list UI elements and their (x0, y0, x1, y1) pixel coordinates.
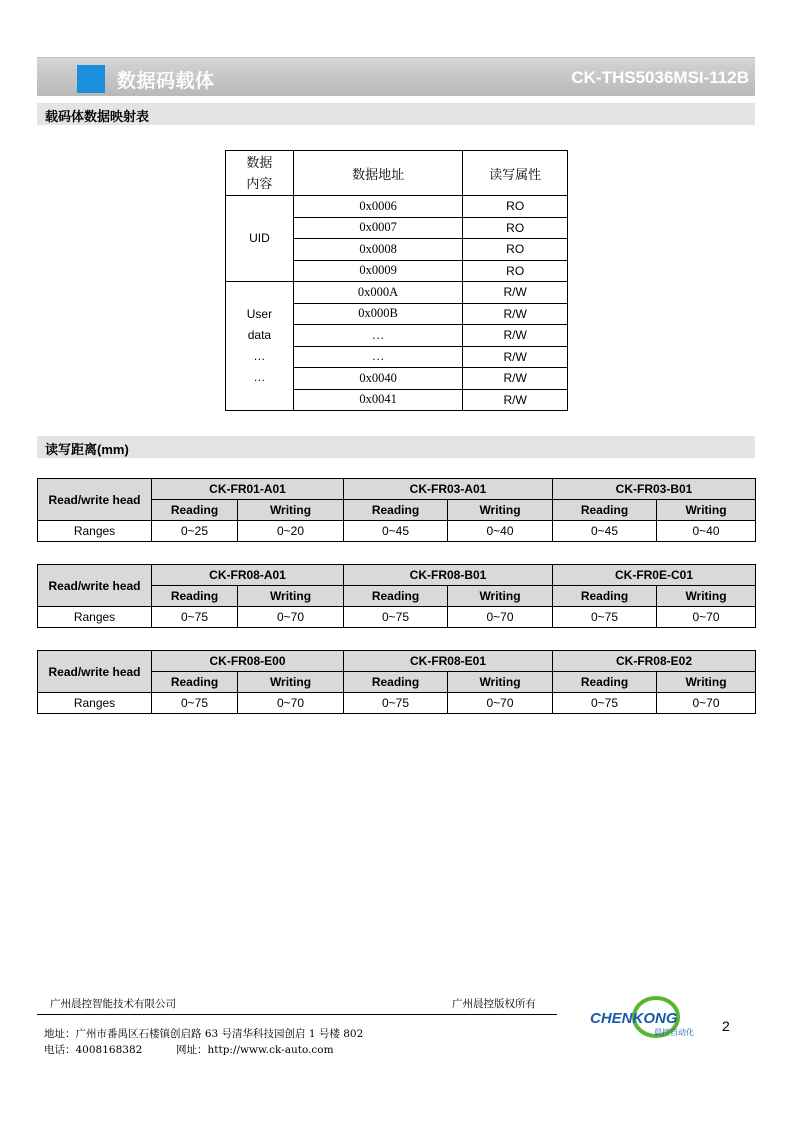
section-bar-mapping (37, 103, 755, 125)
writing-range-value: 0~70 (657, 693, 756, 714)
data-address-cell: 0x0041 (293, 389, 462, 411)
writing-label: Writing (238, 672, 344, 693)
model-name: CK-FR08-B01 (344, 565, 553, 586)
section-bar-ranges (37, 436, 755, 458)
writing-label: Writing (238, 586, 344, 607)
model-name: CK-FR03-B01 (553, 479, 756, 500)
reading-label: Reading (553, 586, 657, 607)
footer-divider (37, 1014, 557, 1015)
data-address-cell: 0x0008 (293, 239, 462, 261)
data-address-cell: … (293, 325, 462, 347)
model-name: CK-FR01-A01 (152, 479, 344, 500)
writing-range-value: 0~40 (448, 521, 553, 542)
range-values-row (38, 693, 756, 714)
writing-label: Writing (657, 500, 756, 521)
ranges-label: Ranges (38, 521, 152, 542)
writing-label: Writing (448, 500, 553, 521)
range-model-row (38, 651, 756, 672)
header-data-content: 数据 内容 (226, 151, 294, 196)
footer-copyright: 广州晨控版权所有 (452, 998, 536, 1010)
data-address-cell: 0x0006 (293, 196, 462, 218)
rw-attribute-cell: R/W (463, 282, 568, 304)
range-table (37, 564, 756, 628)
data-address-cell: 0x0009 (293, 260, 462, 282)
reading-range-value: 0~45 (344, 521, 448, 542)
product-model: CK-THS5036MSI-112B (571, 68, 749, 87)
mapping-table (225, 150, 568, 411)
header-accent-square (77, 65, 105, 93)
footer-website[interactable]: 网址：http://www.ck-auto.com (176, 1044, 334, 1056)
rw-attribute-cell: RO (463, 196, 568, 218)
data-content-group: User data … … (226, 282, 294, 411)
header-bar (37, 57, 755, 96)
footer-company: 广州晨控智能技术有限公司 (50, 998, 176, 1010)
mapping-table-header (226, 151, 568, 196)
ranges-label: Ranges (38, 693, 152, 714)
section-title-ranges: 读写距离(mm) (45, 442, 129, 457)
reading-label: Reading (344, 586, 448, 607)
reading-range-value: 0~45 (553, 521, 657, 542)
data-address-cell: 0x0007 (293, 217, 462, 239)
writing-range-value: 0~20 (238, 521, 344, 542)
writing-range-value: 0~70 (448, 607, 553, 628)
range-table (37, 650, 756, 714)
reading-label: Reading (553, 500, 657, 521)
rw-attribute-cell: R/W (463, 346, 568, 368)
rw-head-label: Read/write head (38, 565, 152, 607)
page-number: 2 (722, 1018, 730, 1034)
writing-range-value: 0~70 (238, 693, 344, 714)
rw-attribute-cell: R/W (463, 368, 568, 390)
rw-attribute-cell: R/W (463, 389, 568, 411)
rw-head-label: Read/write head (38, 651, 152, 693)
logo-text: CHENKONG (590, 1010, 678, 1027)
section-title-mapping: 载码体数据映射表 (45, 109, 150, 124)
writing-range-value: 0~70 (657, 607, 756, 628)
model-name: CK-FR08-E01 (344, 651, 553, 672)
model-name: CK-FR0E-C01 (553, 565, 756, 586)
data-address-cell: … (293, 346, 462, 368)
reading-range-value: 0~75 (344, 607, 448, 628)
reading-range-value: 0~75 (152, 607, 238, 628)
rw-head-label: Read/write head (38, 479, 152, 521)
reading-range-value: 0~75 (553, 693, 657, 714)
reading-label: Reading (553, 672, 657, 693)
range-table (37, 478, 756, 542)
data-content-group: UID (226, 196, 294, 282)
rw-attribute-cell: R/W (463, 303, 568, 325)
reading-range-value: 0~25 (152, 521, 238, 542)
model-name: CK-FR08-E02 (553, 651, 756, 672)
data-address-cell: 0x0040 (293, 368, 462, 390)
reading-label: Reading (152, 500, 238, 521)
footer-phone: 电话：4008168382 (44, 1044, 143, 1056)
model-name: CK-FR08-A01 (152, 565, 344, 586)
reading-label: Reading (344, 500, 448, 521)
reading-range-value: 0~75 (152, 693, 238, 714)
range-values-row (38, 607, 756, 628)
reading-range-value: 0~75 (553, 607, 657, 628)
logo-subtext: 晨控自动化 (654, 1028, 694, 1037)
mapping-table-row (226, 282, 568, 304)
writing-label: Writing (238, 500, 344, 521)
writing-label: Writing (657, 586, 756, 607)
writing-range-value: 0~70 (448, 693, 553, 714)
chenkong-logo (590, 993, 710, 1043)
ranges-label: Ranges (38, 607, 152, 628)
header-rw-attribute: 读写属性 (463, 151, 568, 196)
data-address-cell: 0x000B (293, 303, 462, 325)
mapping-table-row (226, 196, 568, 218)
reading-range-value: 0~75 (344, 693, 448, 714)
rw-attribute-cell: RO (463, 260, 568, 282)
rw-attribute-cell: RO (463, 239, 568, 261)
writing-label: Writing (448, 672, 553, 693)
writing-label: Writing (448, 586, 553, 607)
model-name: CK-FR08-E00 (152, 651, 344, 672)
reading-label: Reading (152, 586, 238, 607)
header-data-address: 数据地址 (293, 151, 462, 196)
page-title: 数据码载体 (117, 71, 215, 92)
rw-attribute-cell: RO (463, 217, 568, 239)
reading-label: Reading (152, 672, 238, 693)
footer-address: 地址：广州市番禺区石楼镇创启路 63 号清华科技园创启 1 号楼 802 (44, 1028, 364, 1040)
range-model-row (38, 479, 756, 500)
reading-label: Reading (344, 672, 448, 693)
rw-attribute-cell: R/W (463, 325, 568, 347)
writing-range-value: 0~40 (657, 521, 756, 542)
model-name: CK-FR03-A01 (344, 479, 553, 500)
writing-range-value: 0~70 (238, 607, 344, 628)
writing-label: Writing (657, 672, 756, 693)
range-model-row (38, 565, 756, 586)
range-values-row (38, 521, 756, 542)
data-address-cell: 0x000A (293, 282, 462, 304)
